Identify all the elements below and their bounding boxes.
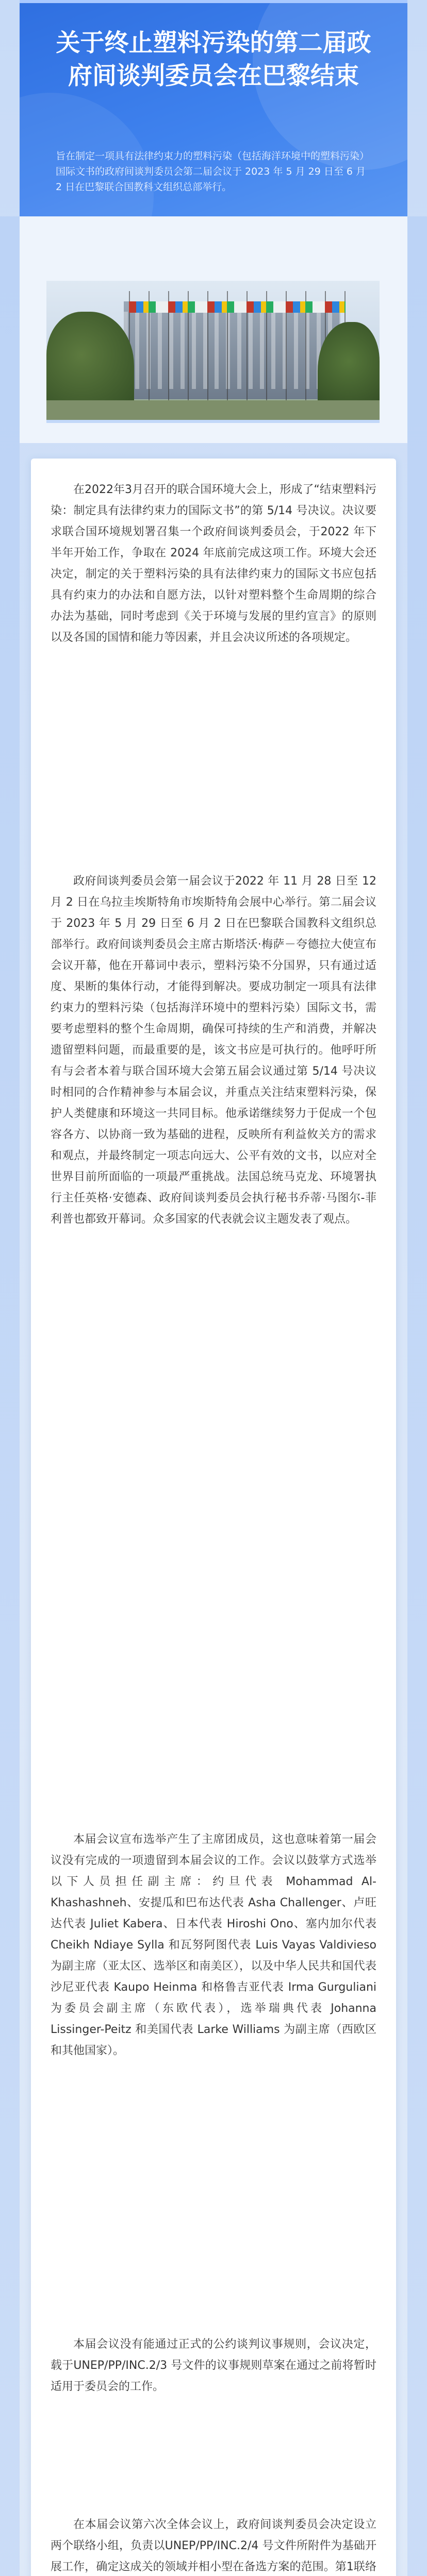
paragraph-5: 在本届会议第六次全体会议上，政府间谈判委员会决定设立两个联络小组，负责以UNEP/PP/INC.2/4 号文件所附件为基础开展工作，确定这成关的领域并相小型在备选方案的范围。第1联络 xyxy=(51,2518,376,2573)
banner-top-line xyxy=(20,0,407,3)
paragraph-2: 政府间谈判委员会第一届会议于2022 年 11 月 28 日至 12 月 2 日在乌拉圭埃斯特角市埃斯特角会展中心举行。第二届会议于 2023 年 5 月 29 日至 6 月 2 日在巴黎联合国教科文组织总部举行。政府间谈判委员会主席古斯塔沃·梅萨－夸德拉大使宣布会议开幕，他在开幕词中表示，塑料污染不分国界，只有通过适度、果断的集体行动，才能得到解决。要成功制定一项具有法律约束力的塑料污染（包括海洋环境中的塑料污染）国际文书，需要考虑塑料的整个生命周期，确保可持续的生产和消费，并解决遗留塑料问题，而最重要的是，该文书应是可执行的。他呼吁所有与会者本着与联合国环境大会第五届会议通过第 5/14 号决议时相同的合作精神参与本届会议，并重点关注结束塑料污染，保护人类健康和环境这一共同目标。他承诺继续努力于促成一个包容各方、以协商一致为基础的进程，反映所有利益攸关方的需求和观点，并最终制定一项志向远大、公平有效的文书，以应对全世界目前所面临的一项最严重挑战。法国总统马克龙、环境署执行主任英格·安德森、政府间谈判委员会执行秘书乔蒂·马图尔-菲利普也都致开幕词。众多国家的代表就会议主题发表了观点。 xyxy=(51,875,376,1226)
article-body xyxy=(31,459,396,2576)
paragraph-4: 本届会议没有能通过正式的公约谈判议事规则，会议决定，载于UNEP/PP/INC.2/3 号文件的议事规则草案在通过之前将暂时适用于委员会的工作。 xyxy=(51,2338,376,2393)
paragraph-1: 在2022年3月召开的联合国环境大会上，形成了“结束塑料污染：制定具有法律约束力的国际文书”的第 5/14 号决议。决议要求联合国环境规划署召集一个政府间谈判委员会，于2022 年下半年开始工作，争取在 2024 年底前完成这项工作。环境大会还决定，制定的关于塑料污染的具有法律约束力的国际文书应包括具有约束力的办法和自愿方法，以针对塑料整个生命周期的综合办法为基础，同时考虑到《关于环境与发展的里约宣言》的原则以及各国的国情和能力等因素，并且会决议所述的各项规定。 xyxy=(51,483,376,644)
article-summary: 旨在制定一项具有法律约束力的塑料污染（包括海洋环境中的塑料污染）国际文书的政府间谈判委员会第二届会议于 2023 年 5 月 29 日至 6 月 2 日在巴黎联合国教科文组织总部举行。 xyxy=(56,150,370,193)
paragraph-3: 本届会议宣布选举产生了主席团成员，这也意味着第一届会议没有完成的一项遗留到本届会议的工作。会议以鼓掌方式选举以下人员担任副主席：约旦代表 Mohammad Al-Khashashneh、安提瓜和巴布达代表 Asha Challenger、卢旺达代表 Juliet Kabera、日本代表 Hiroshi Ono、塞内加尔代表 Cheikh Ndiaye Sylla 和瓦努阿图代表 Luis Vayas Valdivieso 为副主席（亚太区、选举区和南美区），以及中华人民共和国代表沙尼亚代表 Kaupo Heinma 和格鲁吉亚代表 Irma Gurguliani 为委员会副主席（东欧代表），选举瑞典代表 Johanna Lissinger-Peitz 和美国代表 Larke Williams 为副主席（西欧区和其他国家）。 xyxy=(51,1833,376,2057)
left-decor-strip xyxy=(0,216,20,2576)
header-banner xyxy=(20,0,407,216)
photo-divider xyxy=(46,420,380,423)
article-title: 关于终止塑料污染的第二届政府间谈判委员会在巴黎结束 xyxy=(56,29,371,90)
photo-building-icon xyxy=(46,281,380,420)
right-decor-strip xyxy=(407,216,427,2576)
